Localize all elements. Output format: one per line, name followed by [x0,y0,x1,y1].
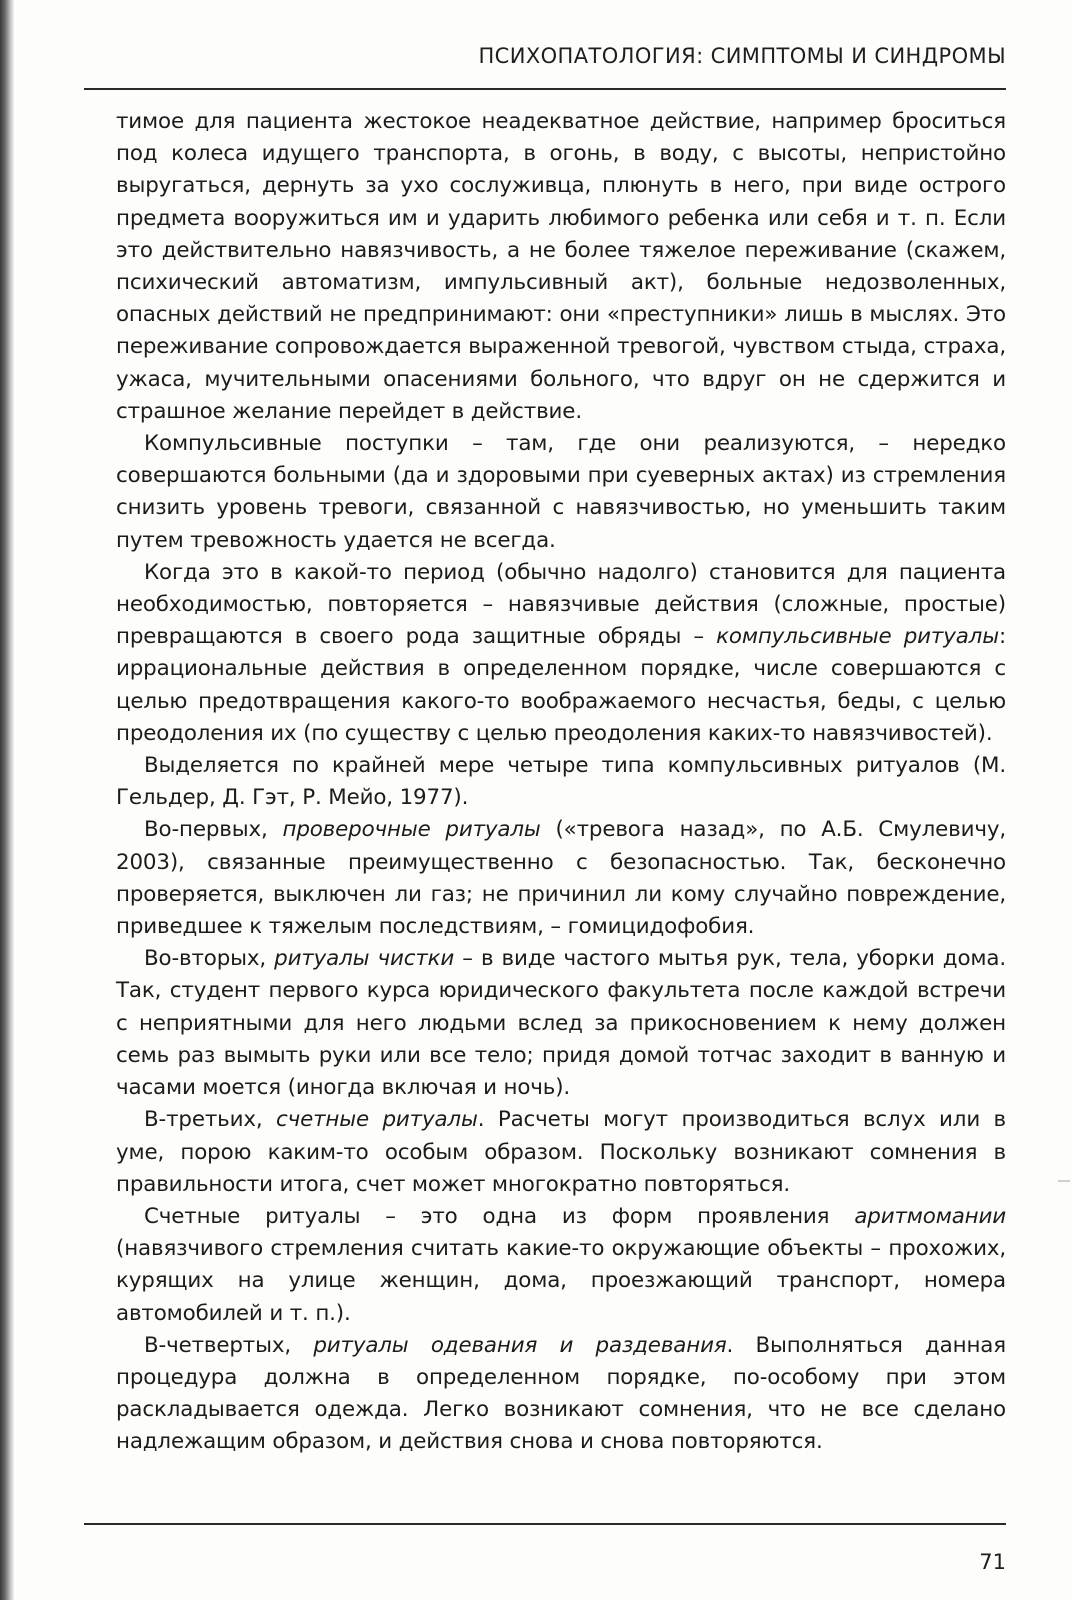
paragraph-8-text: Счетные ритуалы – это одна из форм проявления [144,1203,855,1229]
paragraph-1 [116,106,1006,428]
paragraph-2 [116,428,1006,557]
paragraph-1-text: тимое для пациента жестокое неадекватное действие, например броситься под колеса идущего транспорта, в огонь, в воду, с высоты, непристойно выругаться, дернуть за ухо сослуживца, плюнуть в него, при виде острого предмета вооружиться им и ударить любимого ребенка или себя и т. п. Если это действительно навязчивость, а не более тяжелое переживание (скажем, психический автоматизм, импульсивный акт), больные недозволенных, опасных действий не предпринимают: они «преступники» лишь в мыслях. Это переживание сопровождается выраженной тревогой, чувством стыда, страха, ужаса, мучительными опасениями больного, что вдруг он не сдержится и страшное желание перейдет в действие. [116,109,1006,424]
paragraph-6-text: Во-вторых, [144,946,275,972]
paragraph-3 [116,557,1006,750]
term-counting-rituals: счетные ритуалы [276,1107,478,1133]
paragraph-5 [116,814,1006,943]
paragraph-3-text-end: : иррациональные действия в определенном порядке, числе совершаются с целью предотвращения какого-то воображаемого несчастья, беды, с целью преодоления их (по существу с целью преодоления каких-то навязчивостей). [116,624,1006,746]
term-compulsive-rituals: компульсивные ритуалы [716,624,999,650]
paragraph-9-text: В-четвертых, [144,1332,314,1358]
paragraph-9-text-end: . Выполняться данная процедура должна в определенном порядке, по-особому при этом раскладывается одежда. Легко возникают сомнения, что не все сделано надлежащим образом, и действия снова и снова повторяются. [116,1332,1006,1455]
paragraph-3-text: Когда это в какой-то период (обычно надолго) становится для пациента необходимостью, повторяется – навязчивые действия (сложные, простые) превращаются в своего рода защитные обряды – [116,559,1006,650]
page-edge-mark [1058,1180,1070,1182]
header-rule [84,88,1006,90]
paragraph-8 [116,1201,1006,1330]
paragraph-4-text: Выделяется по крайней мере четыре типа компульсивных ритуалов (М. Гельдер, Д. Гэт, Р. Мейо, 1977). [116,753,1006,811]
paragraph-9 [116,1330,1006,1459]
book-spine-shadow [0,0,14,1600]
running-title: ПСИХОПАТОЛОГИЯ: СИМПТОМЫ И СИНДРОМЫ [478,44,1006,68]
paragraph-2-text: Компульсивные поступки – там, где они реализуются, – нередко совершаются больными (да и здоровыми при суеверных актах) из стремления снизить уровень тревоги, связанной с навязчивостью, но уменьшить таким путем тревожность удается не всегда. [116,431,1006,553]
term-checking-rituals: проверочные ритуалы [282,817,541,843]
term-cleaning-rituals: ритуалы чистки [274,946,455,972]
term-dressing-rituals: ритуалы одевания и раздевания [313,1332,727,1358]
paragraph-4 [116,750,1006,814]
paragraph-5-text-end: («тревога назад», по А.Б. Смулевичу, 2003), связанные преимущественно с безопасностью. Так, бесконечно проверяется, выключен ли газ; не причинил ли кому случайно повреждение, приведшее к тяжелым последствиям, – гомицидофобия. [116,817,1006,940]
paragraph-6-text-end: – в виде частого мытья рук, тела, уборки дома. Так, студент первого курса юридического факультета после каждой встречи с неприятными для него людьми вслед за прикосновением к нему должен семь раз вымыть руки или все тело; придя домой тотчас заходит в ванную и часами моется (иногда включая и ночь). [116,946,1006,1101]
term-arithmomania: аритмомании [854,1203,1006,1229]
paragraph-7-text: В-третьих, [144,1107,276,1133]
paragraph-7 [116,1104,1006,1201]
paragraph-8-text-end: (навязчивого стремления считать какие-то окружающие объекты – прохожих, курящих на улице женщин, дома, проезжающий транспорт, номера автомобилей и т. п.). [116,1236,1006,1326]
paragraph-6 [116,943,1006,1104]
body-text [116,106,1006,1459]
paragraph-5-text: Во-первых, [144,817,283,843]
page-number: 71 [979,1550,1006,1574]
footer-rule [84,1523,1006,1525]
paragraph-7-text-end: . Расчеты могут производиться вслух или в уме, порою каким-то особым образом. Поскольку возникают сомнения в правильности итога, счет может многократно повторяться. [116,1107,1007,1197]
